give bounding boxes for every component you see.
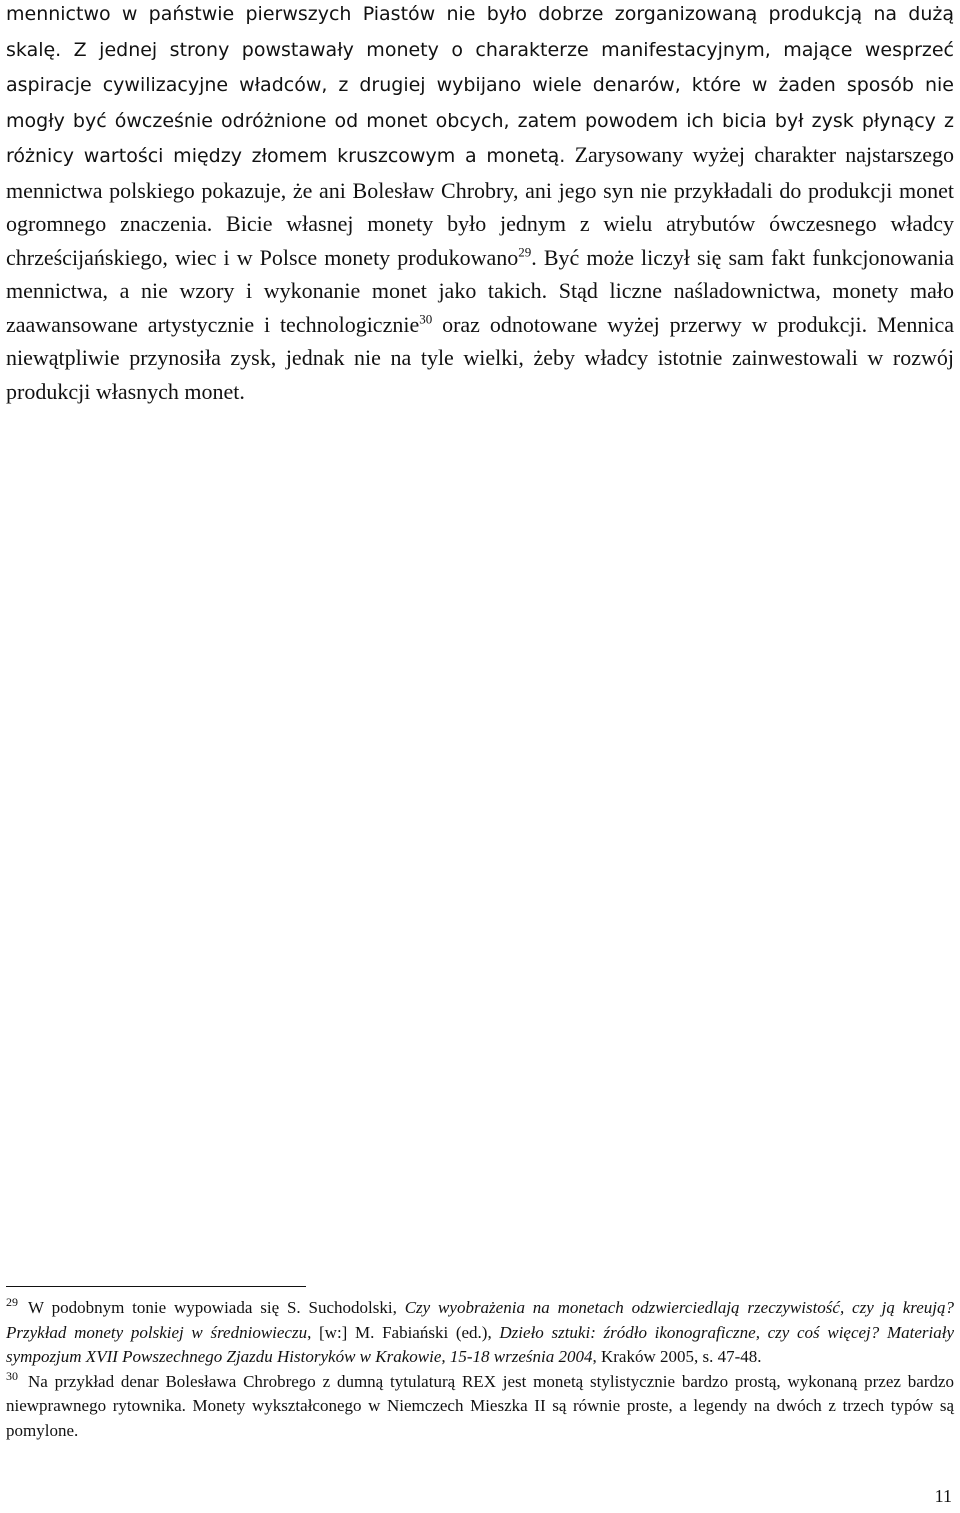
- footnotes-section: [6, 1296, 954, 1443]
- page-number: 11: [934, 1486, 952, 1506]
- footnote-30: [6, 1370, 954, 1444]
- footnote-text: W podobnym tonie wypowiada się S. Suchodolski,: [28, 1298, 405, 1317]
- body-paragraph: [6, 0, 954, 408]
- paragraph-part-sans: mennictwo w państwie pierwszych Piastów nie było dobrze zorganizowaną produkcją na dużą skalę. Z jednej strony powstawały monety o charakterze manifestacyjnym, mające wesprzeć aspiracje cywilizacyjne władców, z drugiej wybijano wiele denarów, które w żaden sposób nie mogły być ówcześnie odróżnione od monet obcych, zatem powodem ich bicia był zysk płynący z różnicy wartości między złomem kruszcowym a monetą.: [6, 3, 954, 167]
- footnote-text: Na przykład denar Bolesława Chrobrego z dumną tytulaturą REX jest monetą stylistycznie bardzo prostą, wykonaną przez bardzo niewprawnego rytownika. Monety wykształconego w Niemczech Mieszka II są równie proste, a legendy na dwóch z trzech typów są pomylone.: [6, 1371, 954, 1440]
- paragraph-part-c: oraz odnotowane wyżej przerwy w produkcji. Mennica niewątpliwie przynosiła zysk, jednak nie na tyle wielki, żeby władcy istotnie zainwestowali w rozwój produkcji własnych monet.: [6, 311, 954, 404]
- footnote-29: [6, 1296, 954, 1370]
- paragraph-part-a: Zarysowany wyżej charakter najstarszego mennictwa polskiego pokazuje, że ani Bolesław Chrobry, ani jego syn nie przykładali do produkcji monet ogromnego znaczenia. Bicie własnej monety było jednym z wielu atrybutów ówczesnego władcy chrześcijańskiego, wiec i w Polsce monety produkowano: [6, 142, 955, 270]
- footnote-title: Czy wyobrażenia na monetach odzwierciedlają rzeczywistość, czy ją kreują? Przykład monety polskiej w średniowieczu: [6, 1298, 954, 1342]
- footnote-ref-30[interactable]: 30: [419, 311, 433, 327]
- footnote-separator: [6, 1286, 306, 1287]
- footnote-title: Dzieło sztuki: źródło ikonograficzne, czy coś więcej? Materiały sympozjum XVII Powszechnego Zjazdu Historyków w Krakowie, 15-18 września 2004: [6, 1322, 954, 1366]
- footnote-number: 29: [6, 1295, 18, 1310]
- footnote-number: 30: [6, 1368, 18, 1383]
- footnote-text: , [w:] M. Fabiański (ed.),: [307, 1322, 500, 1342]
- footnote-text: , Kraków 2005, s. 47-48.: [592, 1347, 762, 1366]
- paragraph-part-b: . Być może liczył się sam fakt funkcjonowania mennictwa, a nie wzory i wykonanie monet jako takich. Stąd liczne naśladownictwa, monety mało zaawansowane artystycznie i technologicznie: [6, 244, 955, 337]
- footnote-ref-29[interactable]: 29: [518, 244, 532, 260]
